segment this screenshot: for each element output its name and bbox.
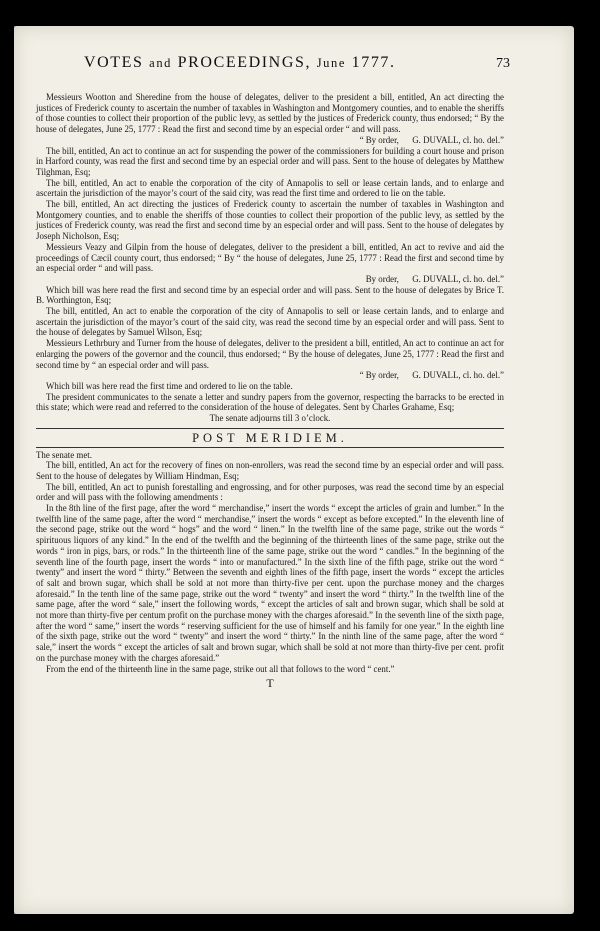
clerk-signature: G. DUVALL, cl. ho. del.” <box>412 273 504 284</box>
signature-line <box>36 274 504 285</box>
clerk-signature: G. DUVALL, cl. ho. del.” <box>412 134 504 145</box>
paragraph: Messieurs Lethrbury and Turner from the house of delegates, deliver to the president a bill, entitled, An act to continue an act for enlarging the powers of the governor and the council, thus endorsed; “ By the house of delegates, June 25, 1777 : Read the first and second time by “ an especial order and will pass. <box>36 338 504 370</box>
paragraph: The bill, entitled, An act directing the justices of Frederick county to ascertain the number of taxables in Washington and Montgomery counties, and to enable the sheriffs of those counties to collect their proportion of the public levy, as settled by the justices of Frederick county, was read the first and second time by an especial order and will pass. Sent to the house of delegates by Joseph Nicholson, Esq; <box>36 199 504 242</box>
paragraph: Which bill was here read the first time and ordered to lie on the table. <box>46 380 293 391</box>
signature-mark: T <box>266 676 274 691</box>
title-votes: VOTES <box>84 54 144 71</box>
paragraph: The bill, entitled, An act to enable the corporation of the city of Annapolis to sell or lease certain lands, and to enlarge and ascertain the jurisdiction of the mayor’s court of the said city, was read the first time and ordered to lie on the table. <box>36 177 504 199</box>
paragraph: Messieurs Wootton and Sheredine from the house of delegates, deliver to the president a bill, entitled, An act directing the justices of Frederick county to ascertain the number of taxables in Washington and Montgomery counties, and to enable the sheriffs of those counties to collect their proportion of the public levy, as settled by the justices of Frederick county, thus endorsed; “ By the house of delegates, June 25, 1777 : Read the first and second time by an especial order “ and will pass. <box>36 92 504 135</box>
page-header <box>84 54 510 72</box>
title-and: and <box>149 56 173 70</box>
paragraph: The bill, entitled, An act to continue an act for suspending the power of the commissioners for building a court house and prison in Harford county, was read the first and second time by an especial order and will pass. Sent to the house of delegates by Matthew Tilghman, Esq; <box>36 145 504 177</box>
paragraph: The bill, entitled, An act for the recovery of fines on non-enrollers, was read the second time by an especial order and will pass. Sent to the house of delegates by William Hindman, Esq; <box>36 460 504 481</box>
paragraph: Messieurs Veazy and Gilpin from the house of delegates, deliver to the president a bill, entitled, An act to revive and aid the proceedings of Cæcil county court, thus endorsed; “ By “ the house of delegates, June 25, 1777 : Read the first and second time by an especial order “ and will pass. <box>36 241 504 274</box>
body-text <box>36 92 504 701</box>
signature-line <box>36 370 504 381</box>
title-proceedings: PROCEEDINGS, <box>177 54 312 71</box>
paragraph: The bill, entitled, An act to enable the corporation of the city of Annapolis to sell or lease certain lands, and to enlarge and ascertain the jurisdiction of the mayor’s court of the said city, was read the second time by an especial order and will pass. Sent to the house of delegates by Samuel Wilson, Esq; <box>36 306 504 338</box>
page-number: 73 <box>496 56 510 71</box>
by-order: By order, <box>365 273 399 284</box>
by-order: “ By order, <box>359 134 399 145</box>
paragraph: In the 8th line of the first page, after the word “ merchandise,” insert the words “ except the articles of grain and lumber.” In the twelfth line of the same page, after the word “ merchandise,” insert the words “ except as before excepted.” In the eleventh line of the second page, strike out the word “ hogs” and the word “ linen.” In the twelfth line of the same page, strike out the words “ spirituous liquors of any kind.” In the end of the twelfth and the beginning of the thirteenth lines of the same page, strike out the words “ iron in pigs, bars, or rods.” In the thirteenth line of the same page, strike out the word “ candles.” In the beginning of the seventh line of the fourth page, insert the words “ into or manufactured.” In the sixth line of the fifth page, strike out the word “ twenty” and insert the word “ thirty.” Between the seventh and eighth lines of the fifth page, insert the words “ except the articles of salt and brown sugar, which shall be sold at not more than thirty-five per cent. upon the purchase money and the charges aforesaid.” In the tenth line of the same page, strike out the word “ twenty” and insert the word “ thirty.” In the twelfth line of the same page, after the word “ sale,” insert the following words, “ except the articles of salt and brown sugar, which shall be sold at not more than thirty-five per centum profit on the purchase money with the charges aforesaid.” In the seventh line of the sixth page, after the word “ same,” insert the words “ reserving sufficient for the use of himself and his family for one year.” In the eighth line of the sixth page, strike out the word “ twenty” and insert the word “ thirty.” In the ninth line of the same page, after the word “ sale,” insert the words “ except the articles of salt and brown sugar, which shall be sold at not more than thirty-five per cent. profit on the purchase money with the charges aforesaid.” <box>36 503 504 663</box>
by-order: “ By order, <box>359 370 399 381</box>
title-year: 1777. <box>351 54 396 71</box>
section-heading: POST MERIDIEM. <box>192 430 348 445</box>
paragraph: The senate met. <box>36 449 92 460</box>
running-title <box>84 54 396 72</box>
signature-line <box>36 135 504 146</box>
paragraph: The president communicates to the senate a letter and sundry papers from the governor, respecting the barracks to be erected in this state; which were read and referred to the consideration of the house of delegates. Sent by Charles Grahame, Esq; <box>36 391 504 413</box>
paragraph: From the end of the thirteenth line in the same page, strike out all that follows to the word “ cent.” <box>46 663 395 674</box>
paragraph: The bill, entitled, An act to punish forestalling and engrossing, and for other purposes, was read the second time by an especial order and will pass with the following amendments : <box>36 481 504 503</box>
adjournment: The senate adjourns till 3 o’clock. <box>209 413 331 424</box>
title-month: June <box>316 56 347 70</box>
clerk-signature: G. DUVALL, cl. ho. del.” <box>412 370 504 381</box>
paragraph: Which bill was here read the first and second time by an especial order and will pass. Sent to the house of delegates by Brice T. B. Worthington, Esq; <box>36 284 504 306</box>
section-rule <box>36 447 504 448</box>
section-rule <box>36 428 504 429</box>
